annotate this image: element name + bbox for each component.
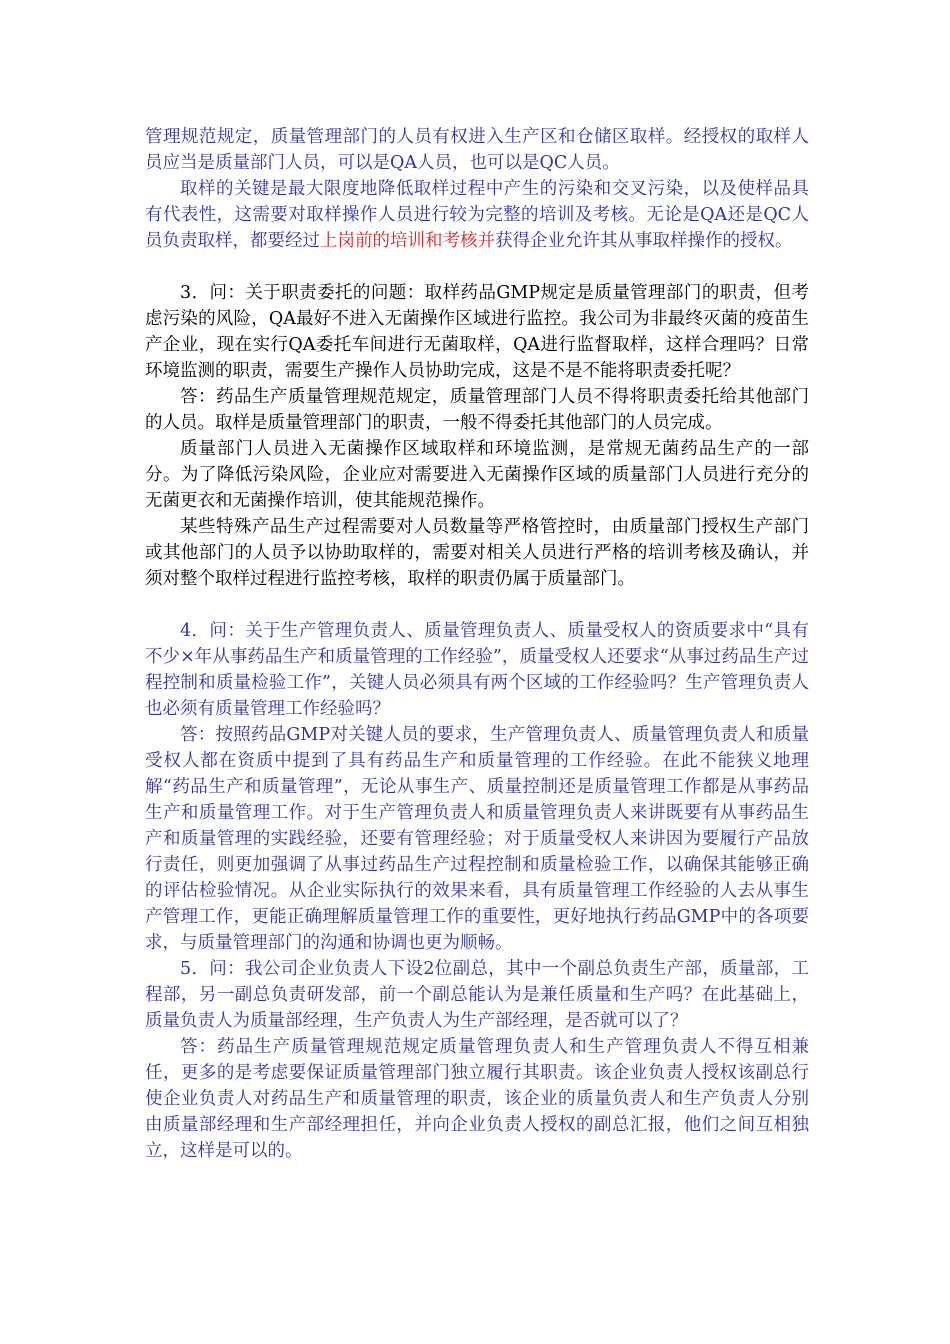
question-3: 3．问：关于职责委托的问题：取样药品GMP规定是质量管理部门的职责，但考虑污染的风险，QA最好不进入无菌操作区域进行监控。我公司为非最终灭菌的疫苗生产企业，现在实行QA委托车间进行无菌取样，QA进行监督取样，这样合理吗？日常环境监测的职责，需要生产操作人员协助完成，这是不是不能将职责委托呢？ [145,283,809,381]
sampling-key-text-end: 获得企业允许其从事取样操作的授权。 [495,231,793,251]
answer-4: 答：按照药品GMP对关键人员的要求，生产管理负责人、质量管理负责人和质量受权人都在资质中提到了具有药品生产和质量管理的工作经验。在此不能狭义地理解“药品生产和质量管理”，无论从事生产、质量控制还是质量管理工作都是从事药品生产和质量管理工作。对于生产管理负责人和质量管理负责人来讲既要有从事药品生产和质量管理的实践经验，还要有管理经验；对于质量受权人来讲因为要履行产品放行责任，则更加强调了从事过药品生产过程控制和质量检验工作，以确保其能够正确的评估检验情况。从企业实际执行的效果来看，具有质量管理工作经验的人去从事生产管理工作，更能正确理解质量管理工作的重要性，更好地执行药品GMP中的各项要求，与质量管理部门的沟通和协调也更为顺畅。 [145,725,809,953]
answer-5: 答：药品生产质量管理规范规定质量管理负责人和生产管理负责人不得互相兼任，更多的是考虑要保证质量管理部门独立履行其职责。该企业负责人授权该副总行使企业负责人对药品生产和质量管理的职责，该企业的质量负责人和生产负责人分别由质量部经理和生产部经理担任，并向企业负责人授权的副总汇报，他们之间互相独立，这样是可以的。 [145,1037,809,1161]
question-4: 4．问：关于生产管理负责人、质量管理负责人、质量受权人的资质要求中“具有不少×年从事药品生产和质量管理的工作经验”，质量受权人还要求“从事过药品生产过程控制和质量检验工作”，关键人员必须具有两个区域的工作经验吗？生产管理负责人也必须有质量管理工作经验吗？ [145,621,809,719]
answer-3-part-2: 质量部门人员进入无菌操作区域取样和环境监测，是常规无菌药品生产的一部分。为了降低污染风险，企业应对需要进入无菌操作区域的质量部门人员进行充分的无菌更衣和无菌操作培训，使其能规范操作。 [145,439,809,511]
document-body [145,124,809,1164]
highlighted-training-text: 上岗前的培训和考核并 [320,231,495,251]
spacer [145,592,809,618]
paragraph-sampling-key [145,176,809,254]
answer-3-part-3: 某些特殊产品生产过程需要对人员数量等严格管控时，由质量部门授权生产部门或其他部门的人员予以协助取样的，需要对相关人员进行严格的培训考核及确认，并须对整个取样过程进行监控考核，取样的职责仍属于质量部门。 [145,517,809,589]
answer-3-part-1: 答：药品生产质量管理规范规定，质量管理部门人员不得将职责委托给其他部门的人员。取样是质量管理部门的职责，一般不得委托其他部门的人员完成。 [145,387,809,433]
paragraph-sampling-authority: 管理规范规定，质量管理部门的人员有权进入生产区和仓储区取样。经授权的取样人员应当是质量部门人员，可以是QA人员，也可以是QC人员。 [145,127,809,173]
question-5: 5．问：我公司企业负责人下设2位副总，其中一个副总负责生产部，质量部，工程部，另一副总负责研发部，前一个副总能认为是兼任质量和生产吗？在此基础上，质量负责人为质量部经理，生产负责人为生产部经理，是否就可以了？ [145,959,809,1031]
spacer [145,254,809,280]
sampling-key-text: 取样的关键是最大限度地降低取样过程中产生的污染和交叉污染，以及使样品具有代表性，这需要对取样操作人员进行较为完整的培训及考核。无论是QA还是QC人员负责取样，都要经过 [145,179,809,251]
